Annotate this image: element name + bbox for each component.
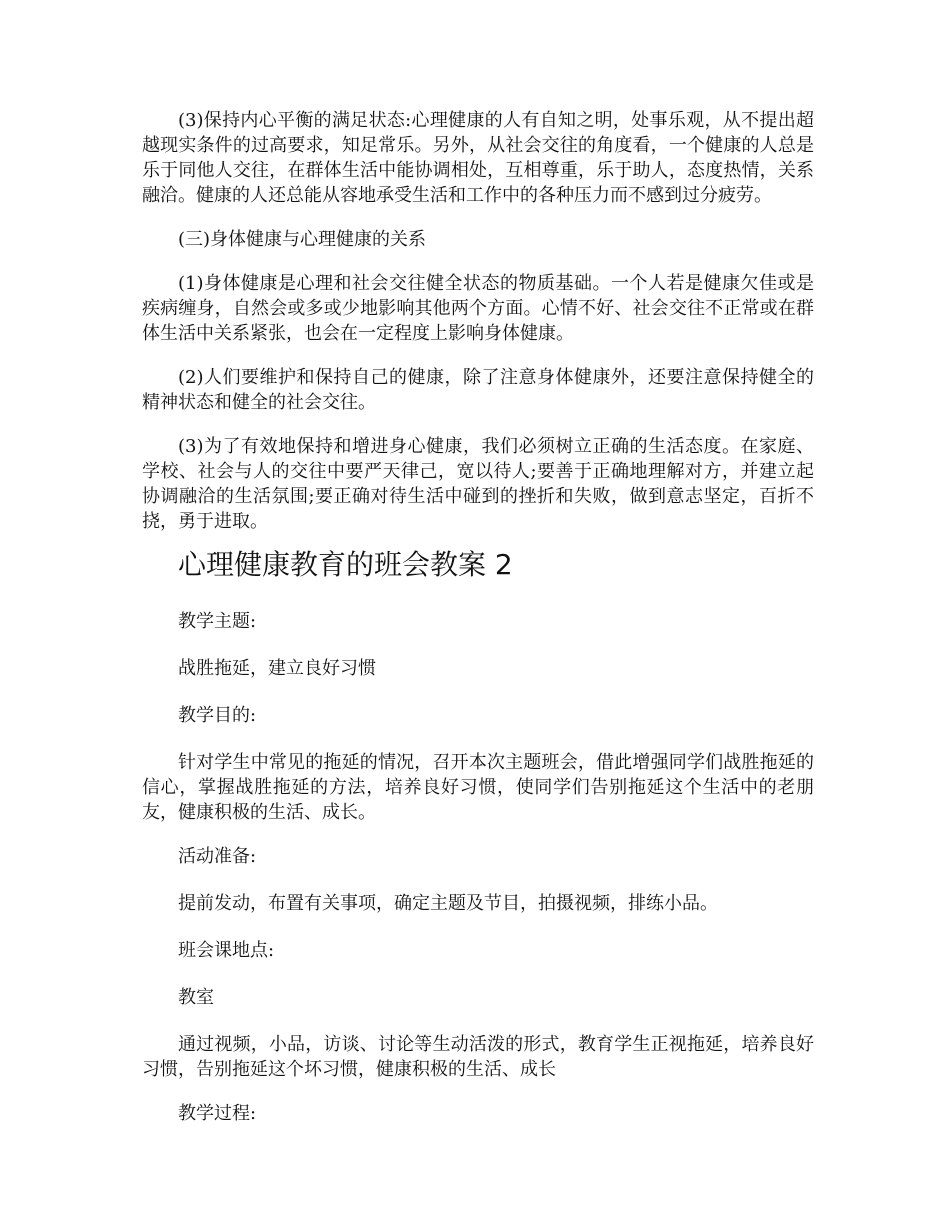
paragraph-maintain-health: (2)人们要维护和保持自己的健康，除了注意身体健康外，还要注意保持健全的精神状态和健全的社会交往。 <box>142 367 814 413</box>
paragraph-physical-basis: (1)身体健康是心理和社会交往健全状态的物质基础。一个人若是健康欠佳或是疾病缠身，自然会或多或少地影响其他两个方面。心情不好、社会交往不正常或在群体生活中关系紧张，也会在一定程度上影响身体健康。 <box>142 273 814 344</box>
value-teaching-theme: 战胜拖延，建立良好习惯 <box>178 658 376 679</box>
paragraph-life-attitude: (3)为了有效地保持和增进身心健康，我们必须树立正确的生活态度。在家庭、学校、社会与人的交往中要严天律己，宽以待人;要善于正确地理解对方，并建立起协调融洽的生活氛围;要正确对待生活中碰到的挫折和失败，做到意志坚定，百折不挠，勇于进取。 <box>142 436 814 532</box>
document-page <box>142 108 814 1148</box>
paragraph-teaching-goal: 针对学生中常见的拖延的情况，召开本次主题班会，借此增强同学们战胜拖延的信心，掌握战胜拖延的方法，培养良好习惯，使同学们告别拖延这个生活中的老朋友，健康积极的生活、成长。 <box>142 752 814 823</box>
paragraph-method: 通过视频，小品，访谈、讨论等生动活泼的形式，教育学生正视拖延，培养良好习惯，告别拖延这个坏习惯，健康积极的生活、成长 <box>142 1034 814 1080</box>
label-teaching-theme: 教学主题: <box>178 611 257 632</box>
label-teaching-goal: 教学目的: <box>178 705 257 726</box>
value-class-location: 教室 <box>178 987 214 1008</box>
label-teaching-process: 教学过程: <box>178 1103 257 1124</box>
label-class-location: 班会课地点: <box>178 940 275 961</box>
section-title: 心理健康教育的班会教案 2 <box>178 548 513 581</box>
value-activity-prep: 提前发动，布置有关事项，确定主题及节目，拍摄视频，排练小品。 <box>178 893 718 914</box>
subheading-relationship: (三)身体健康与心理健康的关系 <box>178 229 427 250</box>
label-activity-prep: 活动准备: <box>178 846 257 867</box>
paragraph-balance-state: (3)保持内心平衡的满足状态:心理健康的人有自知之明，处事乐观，从不提出超越现实条件的过高要求，知足常乐。另外，从社会交往的角度看，一个健康的人总是乐于同他人交往，在群体生活中能协调相处，互相尊重，乐于助人，态度热情，关系融洽。健康的人还总能从容地承受生活和工作中的各种压力而不感到过分疲劳。 <box>142 110 814 206</box>
